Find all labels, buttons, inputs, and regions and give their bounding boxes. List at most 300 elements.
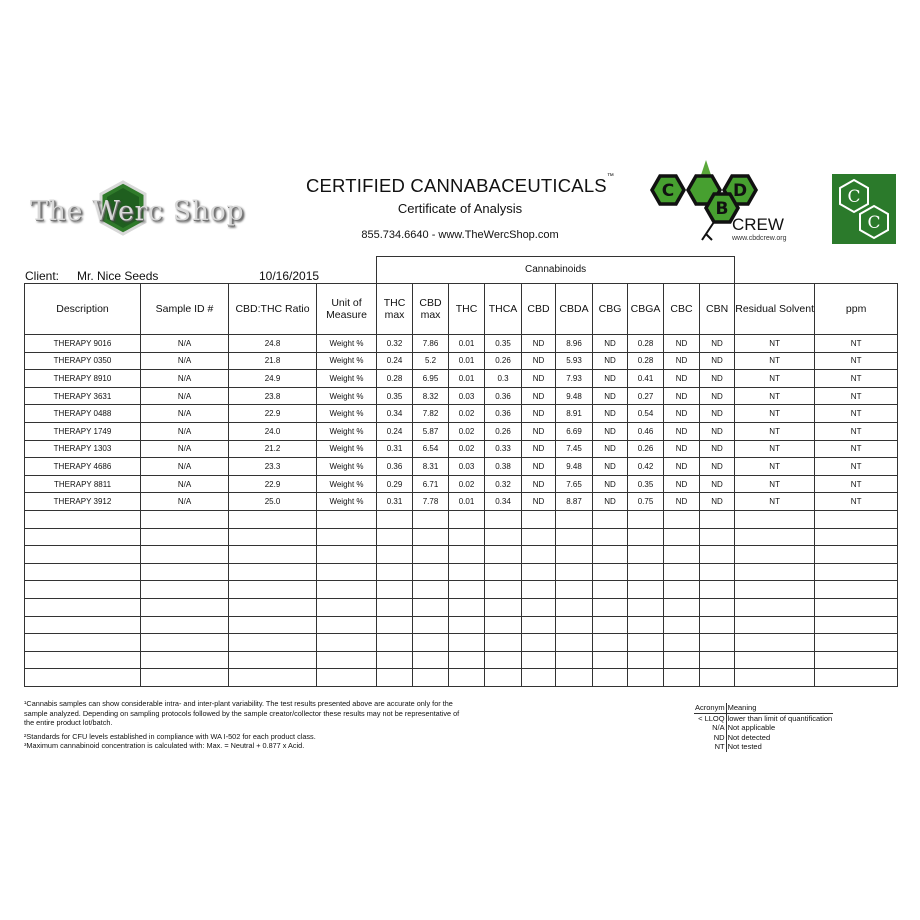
empty-cell <box>377 669 413 687</box>
table-cell: N/A <box>141 335 229 353</box>
empty-cell <box>413 598 449 616</box>
empty-cell <box>25 634 141 652</box>
empty-table-row <box>25 581 898 599</box>
empty-cell <box>628 669 664 687</box>
certificate-header <box>300 175 620 241</box>
table-cell: THERAPY 1303 <box>25 440 141 458</box>
empty-cell <box>413 546 449 564</box>
legend-row <box>694 742 833 752</box>
empty-cell <box>628 634 664 652</box>
empty-cell <box>735 581 815 599</box>
empty-cell <box>700 546 735 564</box>
empty-cell <box>556 616 593 634</box>
empty-cell <box>556 563 593 581</box>
empty-cell <box>229 598 317 616</box>
empty-cell <box>485 634 522 652</box>
table-cell: NT <box>735 458 815 476</box>
empty-cell <box>664 669 700 687</box>
empty-cell <box>700 634 735 652</box>
table-cell: 0.35 <box>628 475 664 493</box>
empty-cell <box>317 581 377 599</box>
table-cell: 6.69 <box>556 422 593 440</box>
empty-cell <box>735 510 815 528</box>
table-cell: 7.82 <box>413 405 449 423</box>
empty-cell <box>628 598 664 616</box>
table-cell: 0.26 <box>485 422 522 440</box>
empty-cell <box>377 581 413 599</box>
column-header: THC max <box>377 284 413 335</box>
empty-cell <box>229 563 317 581</box>
empty-table-row <box>25 634 898 652</box>
table-cell: 0.28 <box>628 352 664 370</box>
table-cell: ND <box>700 440 735 458</box>
contact-line: 855.734.6640 - www.TheWercShop.com <box>361 229 559 241</box>
empty-cell <box>449 616 485 634</box>
legend-row <box>694 713 833 723</box>
empty-cell <box>25 528 141 546</box>
empty-cell <box>815 563 898 581</box>
empty-cell <box>815 669 898 687</box>
table-cell: N/A <box>141 387 229 405</box>
table-cell: 8.96 <box>556 335 593 353</box>
table-cell: 7.93 <box>556 370 593 388</box>
table-cell: ND <box>522 493 556 511</box>
column-header: CBC <box>664 284 700 335</box>
cannabinoids-group-header: Cannabinoids <box>377 257 735 284</box>
table-cell: 0.34 <box>485 493 522 511</box>
empty-cell <box>229 651 317 669</box>
empty-cell <box>377 634 413 652</box>
table-cell: NT <box>735 335 815 353</box>
legend-acronym: NT <box>694 742 726 752</box>
table-row <box>25 335 898 353</box>
table-cell: 22.9 <box>229 405 317 423</box>
table-cell: 0.27 <box>628 387 664 405</box>
empty-cell <box>413 581 449 599</box>
table-cell: NT <box>735 493 815 511</box>
table-cell: ND <box>593 370 628 388</box>
table-cell: 0.01 <box>449 370 485 388</box>
empty-cell <box>628 510 664 528</box>
cbd-crew-logo <box>648 156 808 244</box>
client-label: Client: <box>25 269 60 283</box>
empty-cell <box>317 651 377 669</box>
table-cell: THERAPY 0350 <box>25 352 141 370</box>
empty-cell <box>449 651 485 669</box>
empty-cell <box>413 651 449 669</box>
table-cell: N/A <box>141 458 229 476</box>
empty-cell <box>556 634 593 652</box>
empty-cell <box>141 546 229 564</box>
table-cell: 0.35 <box>377 387 413 405</box>
table-cell: ND <box>700 422 735 440</box>
table-row <box>25 352 898 370</box>
column-header: CBD max <box>413 284 449 335</box>
table-cell: Weight % <box>317 352 377 370</box>
table-cell: 0.32 <box>485 475 522 493</box>
table-cell: 0.35 <box>485 335 522 353</box>
empty-cell <box>593 651 628 669</box>
empty-cell <box>522 598 556 616</box>
table-cell: ND <box>700 387 735 405</box>
empty-cell <box>25 546 141 564</box>
empty-cell <box>735 616 815 634</box>
table-cell: NT <box>735 405 815 423</box>
empty-cell <box>317 510 377 528</box>
empty-cell <box>522 510 556 528</box>
empty-cell <box>317 563 377 581</box>
table-cell: 0.36 <box>485 405 522 423</box>
empty-cell <box>377 598 413 616</box>
empty-cell <box>664 528 700 546</box>
table-cell: 24.0 <box>229 422 317 440</box>
empty-cell <box>25 669 141 687</box>
table-cell: ND <box>664 475 700 493</box>
empty-cell <box>25 598 141 616</box>
empty-cell <box>664 598 700 616</box>
table-cell: Weight % <box>317 475 377 493</box>
table-cell: 0.36 <box>485 387 522 405</box>
empty-cell <box>593 510 628 528</box>
empty-cell <box>815 528 898 546</box>
empty-cell <box>485 546 522 564</box>
table-cell: 0.34 <box>377 405 413 423</box>
empty-cell <box>449 669 485 687</box>
table-cell: 0.46 <box>628 422 664 440</box>
empty-cell <box>141 598 229 616</box>
table-row <box>25 370 898 388</box>
table-cell: 0.24 <box>377 422 413 440</box>
table-cell: ND <box>593 440 628 458</box>
empty-cell <box>229 634 317 652</box>
empty-cell <box>449 528 485 546</box>
table-cell: ND <box>664 458 700 476</box>
werc-shop-wordmark: The Werc Shop <box>30 196 245 227</box>
legend-row <box>694 733 833 743</box>
table-cell: 0.02 <box>449 422 485 440</box>
empty-cell <box>449 546 485 564</box>
column-header: CBN <box>700 284 735 335</box>
empty-cell <box>664 651 700 669</box>
table-cell: 8.32 <box>413 387 449 405</box>
table-cell: Weight % <box>317 493 377 511</box>
column-header: CBD:THC Ratio <box>229 284 317 335</box>
empty-cell <box>815 546 898 564</box>
table-cell: NT <box>735 475 815 493</box>
table-cell: ND <box>593 475 628 493</box>
empty-cell <box>141 510 229 528</box>
empty-cell <box>377 563 413 581</box>
column-header: Unit of Measure <box>317 284 377 335</box>
empty-cell <box>522 616 556 634</box>
certificate-subtitle: Certificate of Analysis <box>397 201 523 216</box>
empty-cell <box>593 546 628 564</box>
table-cell: NT <box>735 352 815 370</box>
table-cell: 7.65 <box>556 475 593 493</box>
table-cell: Weight % <box>317 405 377 423</box>
empty-cell <box>25 510 141 528</box>
legend-meaning: Not applicable <box>727 723 776 732</box>
table-cell: ND <box>664 493 700 511</box>
cc-letter-1: C <box>847 187 861 207</box>
column-header: ppm <box>815 284 898 335</box>
table-cell: ND <box>664 440 700 458</box>
empty-cell <box>522 669 556 687</box>
trademark-mark: ™ <box>606 173 615 180</box>
table-cell: 0.24 <box>377 352 413 370</box>
table-cell: NT <box>815 422 898 440</box>
legend-acronym: N/A <box>694 723 726 733</box>
table-cell: 0.29 <box>377 475 413 493</box>
empty-table-row <box>25 546 898 564</box>
cc-logo <box>832 174 896 244</box>
results-table <box>24 256 898 687</box>
empty-cell <box>735 546 815 564</box>
empty-cell <box>556 581 593 599</box>
empty-cell <box>700 581 735 599</box>
empty-cell <box>664 510 700 528</box>
empty-cell <box>229 546 317 564</box>
table-cell: ND <box>593 493 628 511</box>
cbd-letter-b: B <box>715 199 729 219</box>
empty-cell <box>485 669 522 687</box>
table-cell: THERAPY 8910 <box>25 370 141 388</box>
empty-cell <box>485 581 522 599</box>
empty-cell <box>735 563 815 581</box>
table-cell: 8.31 <box>413 458 449 476</box>
empty-cell <box>664 563 700 581</box>
empty-cell <box>141 651 229 669</box>
column-header: CBGA <box>628 284 664 335</box>
table-cell: THERAPY 9016 <box>25 335 141 353</box>
table-cell: NT <box>815 335 898 353</box>
empty-cell <box>628 563 664 581</box>
table-row <box>25 458 898 476</box>
empty-cell <box>141 634 229 652</box>
table-cell: Weight % <box>317 458 377 476</box>
table-cell: N/A <box>141 475 229 493</box>
table-cell: N/A <box>141 405 229 423</box>
empty-cell <box>593 563 628 581</box>
table-cell: 0.31 <box>377 493 413 511</box>
table-cell: 0.54 <box>628 405 664 423</box>
column-header: Description <box>25 284 141 335</box>
table-cell: Weight % <box>317 440 377 458</box>
empty-cell <box>413 669 449 687</box>
empty-cell <box>317 528 377 546</box>
table-cell: 6.71 <box>413 475 449 493</box>
table-cell: 0.02 <box>449 475 485 493</box>
table-cell: ND <box>700 352 735 370</box>
empty-cell <box>664 581 700 599</box>
table-cell: ND <box>593 422 628 440</box>
client-name: Mr. Nice Seeds <box>77 269 159 283</box>
legend-acronym: ND <box>694 733 726 743</box>
table-cell: 7.86 <box>413 335 449 353</box>
table-cell: 24.9 <box>229 370 317 388</box>
legend-meaning: lower than limit of quantification <box>727 713 833 723</box>
table-cell: 0.02 <box>449 405 485 423</box>
table-cell: 23.3 <box>229 458 317 476</box>
table-cell: 0.31 <box>377 440 413 458</box>
table-cell: 0.03 <box>449 458 485 476</box>
table-cell: Weight % <box>317 335 377 353</box>
empty-cell <box>141 563 229 581</box>
empty-cell <box>25 581 141 599</box>
table-cell: NT <box>735 387 815 405</box>
table-cell: ND <box>664 387 700 405</box>
table-cell: 0.38 <box>485 458 522 476</box>
empty-cell <box>735 634 815 652</box>
empty-cell <box>485 616 522 634</box>
empty-cell <box>735 651 815 669</box>
empty-cell <box>700 669 735 687</box>
empty-cell <box>317 669 377 687</box>
footnote-3: ³Maximum cannabinoid concentration is calculated with: Max. = Neutral + 0.877 x Acid. <box>24 741 305 751</box>
empty-cell <box>735 669 815 687</box>
table-body <box>25 335 898 687</box>
table-cell: 6.54 <box>413 440 449 458</box>
table-cell: 9.48 <box>556 387 593 405</box>
empty-cell <box>556 546 593 564</box>
empty-table-row <box>25 598 898 616</box>
table-row <box>25 475 898 493</box>
cbd-crew-url: www.cbdcrew.org <box>732 235 787 242</box>
table-cell: ND <box>700 335 735 353</box>
table-cell: 0.33 <box>485 440 522 458</box>
empty-cell <box>628 546 664 564</box>
empty-cell <box>449 598 485 616</box>
table-cell: 0.3 <box>485 370 522 388</box>
table-cell: 0.42 <box>628 458 664 476</box>
footnote-2: ²Standards for CFU levels established in compliance with WA I-502 for each product class. <box>24 731 316 741</box>
table-cell: ND <box>522 405 556 423</box>
column-header: CBG <box>593 284 628 335</box>
report-date: 10/16/2015 <box>259 269 320 283</box>
table-cell: Weight % <box>317 387 377 405</box>
table-cell: NT <box>735 370 815 388</box>
column-header: CBDA <box>556 284 593 335</box>
table-cell: N/A <box>141 352 229 370</box>
empty-cell <box>377 616 413 634</box>
empty-cell <box>413 634 449 652</box>
empty-cell <box>664 634 700 652</box>
empty-cell <box>413 510 449 528</box>
empty-table-row <box>25 616 898 634</box>
table-cell: NT <box>815 493 898 511</box>
acronym-legend <box>694 703 833 752</box>
table-cell: 0.01 <box>449 335 485 353</box>
empty-cell <box>556 510 593 528</box>
empty-cell <box>141 581 229 599</box>
empty-cell <box>413 528 449 546</box>
table-cell: 8.87 <box>556 493 593 511</box>
table-cell: ND <box>522 475 556 493</box>
table-cell: ND <box>700 493 735 511</box>
cc-letter-2: C <box>867 213 881 233</box>
empty-cell <box>485 563 522 581</box>
empty-cell <box>700 598 735 616</box>
table-row <box>25 422 898 440</box>
empty-cell <box>317 634 377 652</box>
table-cell: 5.2 <box>413 352 449 370</box>
empty-cell <box>449 581 485 599</box>
empty-cell <box>815 616 898 634</box>
table-cell: 0.26 <box>628 440 664 458</box>
certificate-title: CERTIFIED CANNABACEUTICALS™ <box>305 173 615 196</box>
table-cell: ND <box>700 458 735 476</box>
table-cell: ND <box>700 475 735 493</box>
empty-cell <box>485 598 522 616</box>
table-cell: NT <box>815 440 898 458</box>
table-cell: ND <box>664 405 700 423</box>
table-cell: 7.78 <box>413 493 449 511</box>
empty-cell <box>815 634 898 652</box>
empty-cell <box>377 651 413 669</box>
empty-cell <box>141 616 229 634</box>
table-cell: NT <box>815 387 898 405</box>
empty-cell <box>556 528 593 546</box>
table-cell: ND <box>522 370 556 388</box>
table-cell: 21.2 <box>229 440 317 458</box>
table-cell: 0.32 <box>377 335 413 353</box>
table-cell: 21.8 <box>229 352 317 370</box>
empty-cell <box>485 510 522 528</box>
empty-cell <box>815 581 898 599</box>
empty-cell <box>229 669 317 687</box>
empty-cell <box>229 581 317 599</box>
table-cell: ND <box>593 352 628 370</box>
empty-table-row <box>25 669 898 687</box>
legend-row <box>694 723 833 733</box>
table-cell: ND <box>664 335 700 353</box>
table-cell: 7.45 <box>556 440 593 458</box>
table-cell: 23.8 <box>229 387 317 405</box>
table-cell: 0.02 <box>449 440 485 458</box>
empty-cell <box>522 563 556 581</box>
empty-cell <box>628 581 664 599</box>
table-cell: THERAPY 3631 <box>25 387 141 405</box>
empty-cell <box>735 528 815 546</box>
table-cell: ND <box>522 335 556 353</box>
empty-cell <box>317 598 377 616</box>
empty-cell <box>700 563 735 581</box>
table-cell: N/A <box>141 440 229 458</box>
empty-cell <box>25 563 141 581</box>
table-cell: 0.01 <box>449 352 485 370</box>
table-cell: 0.26 <box>485 352 522 370</box>
column-header: THC <box>449 284 485 335</box>
empty-cell <box>449 634 485 652</box>
empty-cell <box>229 528 317 546</box>
empty-cell <box>377 510 413 528</box>
table-cell: ND <box>522 422 556 440</box>
empty-cell <box>522 546 556 564</box>
empty-cell <box>815 598 898 616</box>
empty-table-row <box>25 563 898 581</box>
empty-cell <box>700 510 735 528</box>
table-cell: THERAPY 1749 <box>25 422 141 440</box>
column-header: THCA <box>485 284 522 335</box>
empty-cell <box>413 563 449 581</box>
legend-header-acronym: Acronym <box>695 703 725 712</box>
empty-cell <box>628 651 664 669</box>
table-cell: 0.03 <box>449 387 485 405</box>
empty-cell <box>593 528 628 546</box>
table-cell: Weight % <box>317 422 377 440</box>
empty-cell <box>229 510 317 528</box>
table-cell: ND <box>593 387 628 405</box>
